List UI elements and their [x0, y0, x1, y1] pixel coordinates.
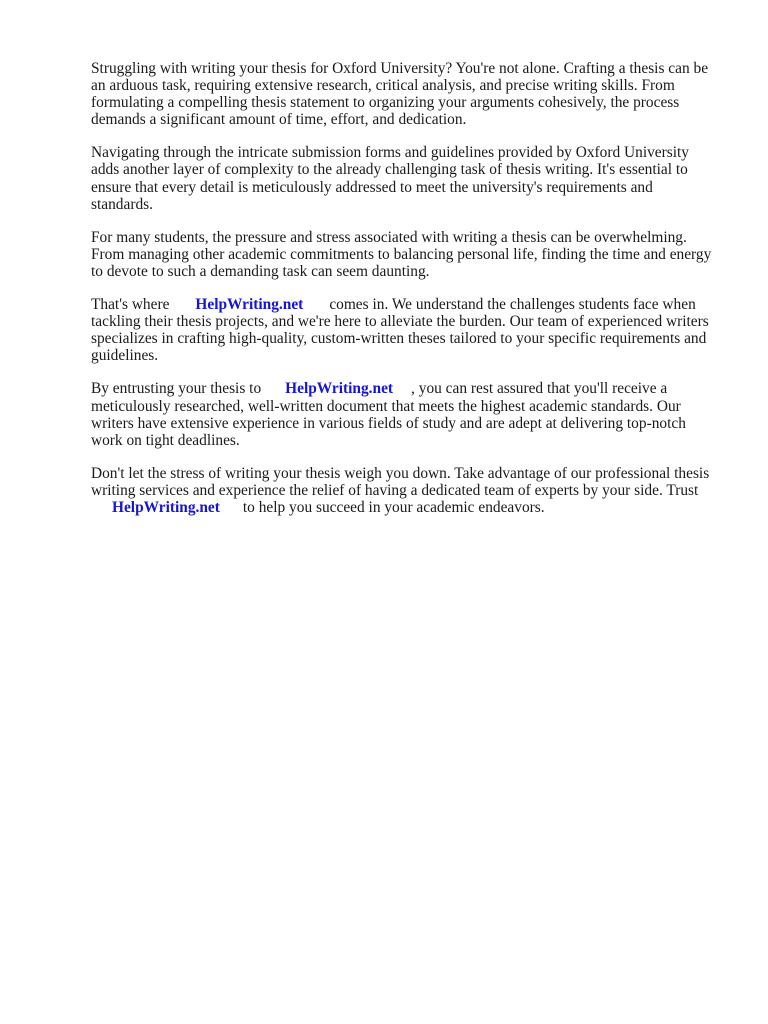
helpwriting-link[interactable]: HelpWriting.net [285, 380, 394, 398]
text-line: writing services and experience the relief of having a dedicated team of experts by your side. Trust [91, 481, 699, 499]
text-line: From managing other academic commitments to balancing personal life, finding the time and energy [91, 245, 712, 263]
text-line: writers have extensive experience in various fields of study and are adept at delivering top-notch [91, 414, 686, 432]
paragraph-entrusting [91, 380, 731, 448]
text-segment: , you can rest assured that you'll receive a [411, 380, 668, 398]
text-line: ensure that every detail is meticulously addressed to meet the university's requirements and [91, 178, 653, 196]
helpwriting-link[interactable]: HelpWriting.net [195, 296, 304, 314]
text-line: specializes in crafting high-quality, custom-written theses tailored to your specific requirements and [91, 330, 707, 348]
text-segment: comes in. We understand the challenges students face when [329, 296, 696, 314]
helpwriting-link[interactable]: HelpWriting.net [112, 498, 220, 516]
text-line: demands a significant amount of time, effort, and dedication. [91, 111, 467, 129]
text-line: Don't let the stress of writing your thesis weigh you down. Take advantage of our professional thesis [91, 464, 710, 482]
text-line: formulating a compelling thesis statement to organizing your arguments cohesively, the process [91, 94, 680, 112]
document-page [91, 60, 731, 532]
text-line [91, 380, 731, 397]
text-line: standards. [91, 195, 153, 213]
text-line: an arduous task, requiring extensive research, critical analysis, and precise writing skills. From [91, 77, 675, 95]
text-line: Struggling with writing your thesis for Oxford University? You're not alone. Crafting a thesis can be [91, 60, 709, 77]
text-line: For many students, the pressure and stress associated with writing a thesis can be overwhelming. [91, 228, 687, 246]
text-line [91, 296, 731, 313]
paragraph-thats-where [91, 296, 731, 364]
paragraph-intro [91, 60, 731, 128]
text-line: adds another layer of complexity to the already challenging task of thesis writing. It's essential to [91, 161, 688, 179]
text-segment: to help you succeed in your academic endeavors. [242, 498, 545, 516]
paragraph-submission [91, 144, 731, 212]
text-line: guidelines. [91, 347, 159, 365]
text-line: tackling their thesis projects, and we're here to alleviate the burden. Our team of experienced writers [91, 313, 709, 331]
text-line: Navigating through the intricate submission forms and guidelines provided by Oxford University [91, 144, 689, 162]
text-line: work on tight deadlines. [91, 431, 240, 449]
text-segment: By entrusting your thesis to [91, 380, 262, 398]
paragraph-pressure [91, 229, 731, 280]
text-line [91, 499, 731, 516]
text-segment: That's where [91, 296, 170, 314]
text-line: meticulously researched, well-written document that meets the highest academic standards. Our [91, 397, 681, 415]
paragraph-closing [91, 465, 731, 516]
text-line: to devote to such a demanding task can seem daunting. [91, 262, 430, 280]
